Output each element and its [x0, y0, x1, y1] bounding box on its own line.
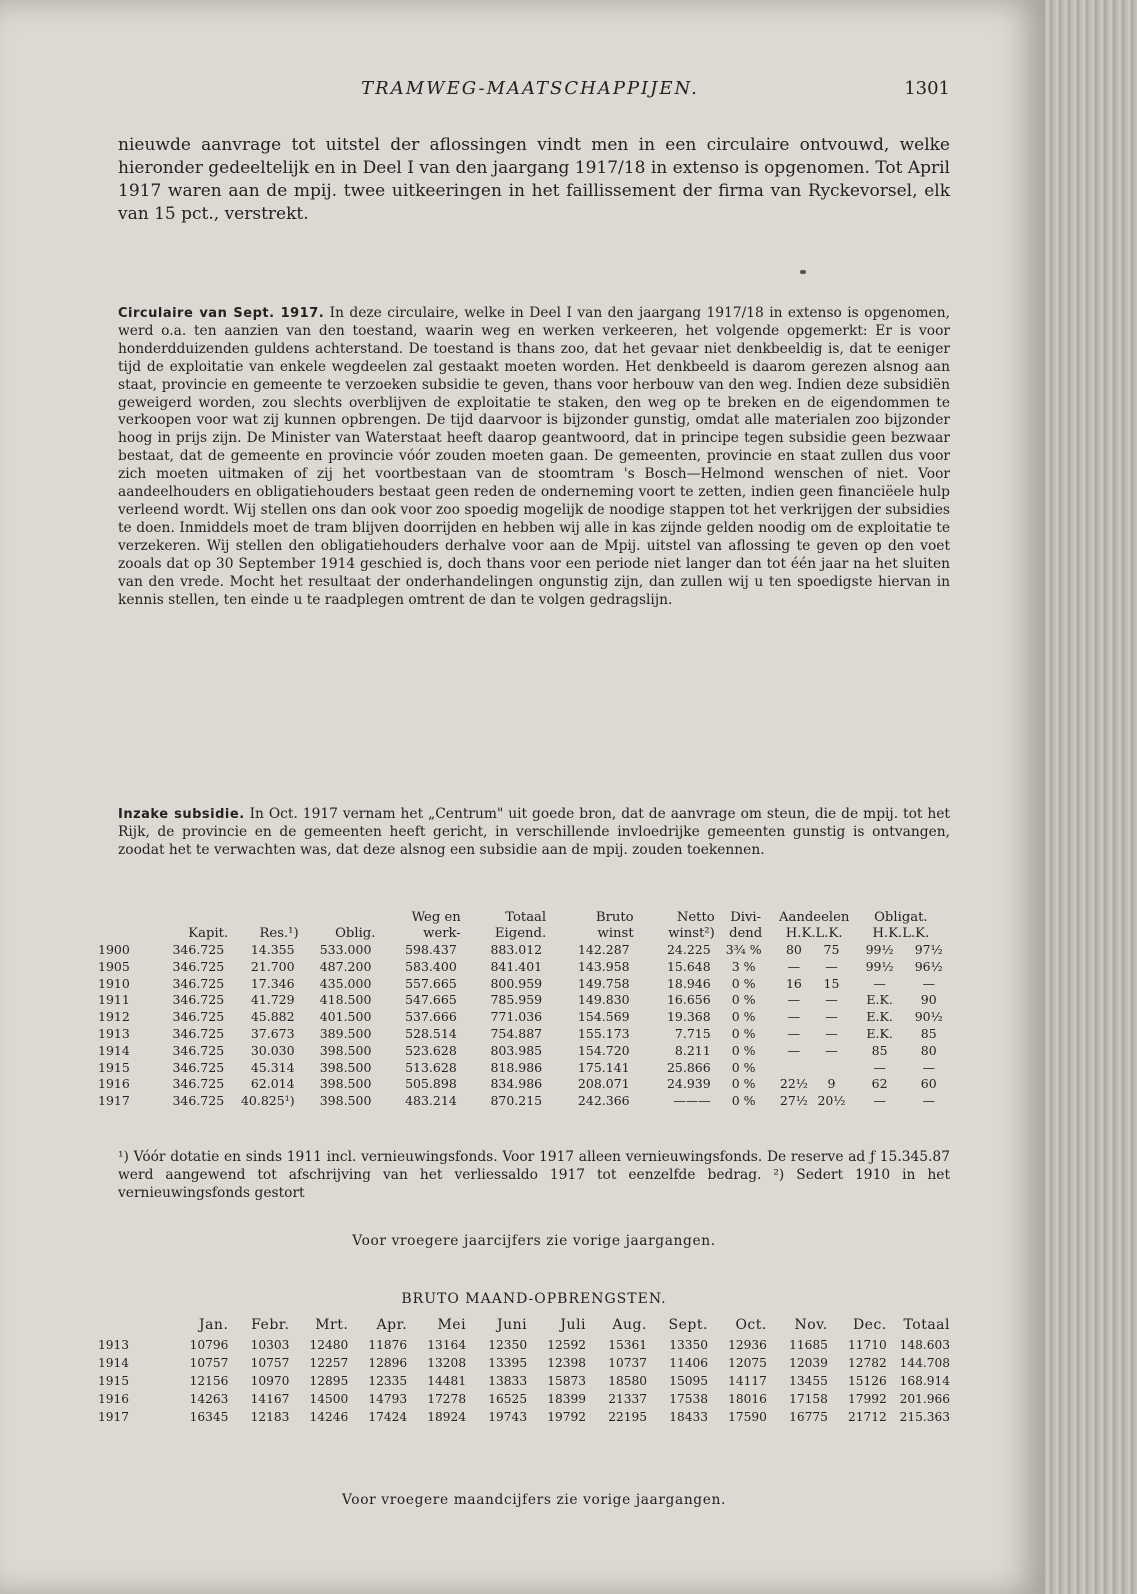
value-cell: 12480: [309, 1338, 349, 1352]
value-cell: 13208: [427, 1356, 467, 1370]
value-cell: 80: [920, 1042, 937, 1058]
value-cell: 20½: [817, 1093, 846, 1109]
value-cell: 17538: [669, 1392, 708, 1406]
value-cell: 16: [785, 975, 802, 991]
value-cell: 14793: [368, 1392, 408, 1406]
value-cell: 16775: [789, 1410, 828, 1424]
value-cell: —: [787, 1025, 801, 1041]
header-totaal: Totaal: [505, 910, 547, 925]
year-cell: 1916: [98, 1076, 130, 1092]
value-cell: 41.729: [250, 992, 295, 1008]
header-res: Res.¹): [259, 926, 299, 941]
header-weg-en: Weg en: [411, 910, 461, 925]
month-header-cell: [98, 1314, 170, 1336]
header-aandeelen: Aandeelen: [778, 910, 850, 925]
value-cell: 8.211: [674, 1042, 711, 1058]
value-cell: 346.725: [172, 1076, 225, 1092]
month-header-cell: Dec.: [852, 1317, 887, 1333]
value-cell: 12895: [309, 1374, 349, 1388]
value-cell: —: [922, 1059, 935, 1075]
value-cell: 870.215: [490, 1093, 543, 1109]
year-cell: 1900: [98, 942, 130, 957]
value-cell: 3¾ %: [725, 942, 762, 957]
value-cell: 90½: [914, 1009, 943, 1025]
monthly-table-title: BRUTO MAAND-OPBRENGSTEN.: [401, 1291, 667, 1307]
value-cell: ———: [673, 1093, 711, 1109]
value-cell: 785.959: [490, 992, 543, 1008]
value-cell: 40.825¹): [240, 1093, 295, 1109]
financial-row: [98, 1009, 950, 1026]
value-cell: 80: [785, 942, 802, 957]
value-cell: 12183: [250, 1410, 290, 1424]
value-cell: 346.725: [172, 1093, 225, 1109]
intro-paragraph: nieuwde aanvrage tot uitstel der aflossingen vindt men in een circulaire ontvouwd, welke hieronder gedeeltelijk en in Deel I van den jaargang 1917/18 in extenso is opgenomen. Tot April 1917 waren aan de mpij. twee uitkeeringen in het faillissement der firma van Ryckevorsel, elk van 15 pct., verstrekt.: [118, 135, 950, 224]
month-header-cell: Oct.: [735, 1317, 767, 1333]
value-cell: 883.012: [490, 942, 543, 957]
value-cell: E.K.: [866, 1025, 893, 1041]
scan-speck: [800, 270, 806, 274]
header-oblig: Oblig.: [335, 926, 376, 941]
value-cell: 9: [827, 1076, 836, 1092]
value-cell: —: [787, 958, 801, 974]
value-cell: 154.569: [577, 1009, 630, 1025]
month-header-cell: Nov.: [794, 1317, 828, 1333]
header-netto-winst: winst²): [668, 926, 715, 941]
value-cell: —: [825, 1025, 838, 1041]
month-header-cell: Juni: [496, 1317, 528, 1333]
value-cell: 149.830: [577, 992, 630, 1008]
value-cell: 24.225: [666, 942, 711, 957]
year-cell: 1917: [98, 1410, 130, 1424]
year-cell: 1911: [98, 992, 130, 1008]
value-cell: 10757: [250, 1356, 290, 1370]
value-cell: 17158: [789, 1392, 828, 1406]
value-cell: 12936: [728, 1338, 767, 1352]
value-cell: —: [825, 958, 838, 974]
value-cell: 21.700: [250, 958, 295, 974]
value-cell: 201.966: [899, 1392, 950, 1406]
value-cell: 398.500: [319, 1076, 372, 1092]
circulaire-paragraph: [118, 305, 950, 609]
value-cell: 398.500: [319, 1059, 372, 1075]
monthly-row: [98, 1408, 950, 1426]
value-cell: 18433: [669, 1410, 708, 1424]
value-cell: 0 %: [731, 992, 756, 1008]
value-cell: 800.959: [490, 975, 543, 991]
header-aandeelen-hkl: H.K.L.K.: [785, 926, 843, 941]
value-cell: 14167: [250, 1392, 290, 1406]
value-cell: 143.958: [577, 958, 630, 974]
value-cell: 15873: [547, 1374, 586, 1388]
header-winst: winst: [597, 926, 634, 941]
value-cell: 10796: [189, 1338, 229, 1352]
value-cell: 62: [871, 1076, 888, 1092]
year-cell: 1912: [98, 1009, 130, 1025]
month-header-cell: Totaal: [903, 1317, 950, 1333]
value-cell: 19.368: [666, 1009, 711, 1025]
financial-row: [98, 1060, 950, 1077]
value-cell: 242.366: [577, 1093, 630, 1109]
note-jaarcijfers: Voor vroegere jaarcijfers zie vorige jaargangen.: [352, 1233, 716, 1249]
value-cell: 389.500: [319, 1025, 372, 1041]
header-divi: Divi-: [730, 910, 762, 925]
value-cell: 346.725: [172, 975, 225, 991]
value-cell: 10970: [250, 1374, 290, 1388]
header-bruto: Bruto: [595, 910, 634, 925]
value-cell: 17.346: [250, 975, 295, 991]
value-cell: 15.648: [666, 958, 711, 974]
header-dend: dend: [729, 926, 763, 941]
value-cell: 18016: [728, 1392, 767, 1406]
value-cell: 99½: [865, 942, 894, 957]
value-cell: 85: [871, 1042, 888, 1058]
value-cell: 16345: [189, 1410, 229, 1424]
value-cell: 45.882: [250, 1009, 295, 1025]
value-cell: 14246: [309, 1410, 349, 1424]
value-cell: 12782: [847, 1356, 887, 1370]
circulaire-heading: Circulaire van Sept. 1917.: [118, 306, 325, 321]
value-cell: 60: [920, 1076, 937, 1092]
value-cell: 25.866: [666, 1059, 711, 1075]
financial-row: [98, 1093, 950, 1110]
header-eigend: Eigend.: [494, 926, 547, 941]
value-cell: 11876: [368, 1338, 408, 1352]
value-cell: 18.946: [666, 975, 711, 991]
value-cell: 22½: [779, 1076, 808, 1092]
value-cell: 841.401: [490, 958, 543, 974]
value-cell: 37.673: [250, 1025, 295, 1041]
value-cell: 154.720: [577, 1042, 630, 1058]
value-cell: 11685: [789, 1338, 828, 1352]
value-cell: 21712: [847, 1410, 887, 1424]
value-cell: 15361: [608, 1338, 647, 1352]
value-cell: 99½: [865, 958, 894, 974]
year-cell: 1910: [98, 975, 130, 991]
value-cell: 14481: [427, 1374, 467, 1388]
value-cell: 11406: [669, 1356, 708, 1370]
note-maandcijfers: Voor vroegere maandcijfers zie vorige jaargangen.: [342, 1492, 726, 1508]
value-cell: —: [873, 975, 886, 991]
page-header: [110, 78, 950, 108]
value-cell: 754.887: [490, 1025, 543, 1041]
value-cell: 10737: [608, 1356, 647, 1370]
value-cell: E.K.: [866, 1009, 893, 1025]
value-cell: 21337: [608, 1392, 647, 1406]
circulaire-text: In deze circulaire, welke in Deel I van den jaargang 1917/18 in extenso is opgenomen, werd o.a. ten aanzien van den toestand, waarin weg en werken verkeeren, het volgende opgemerkt: Er is voor honderdduizenden guldens achterstand. De toestand is thans zoo, dat het gevaar niet denkbeeldig is, dat te eeniger tijd de exploitatie van enkele wegdeelen zal gestaakt moeten worden. Het denkbeeld is daarom gerezen alsnog aan staat, provincie en gemeente te verzoeken subsidie te geven, thans voor herbouw van den weg. Indien deze subsidiën geweigerd worden, zou slechts overblijven de exploitatie te staken, den weg op te breken en de eigendommen te verkoopen voor wat zij kunnen opbrengen. De tijd daarvoor is bijzonder gunstig, omdat alle materialen zoo bijzonder hoog in prijs zijn. De Minister van Waterstaat heeft daarop geantwoord, dat in principe tegen subsidie geen bezwaar bestaat, dat de gemeente en provincie vóór zouden moeten gaan. De gemeenten, provincie en staat zullen dus voor zich moeten uitmaken of zij het voortbestaan van de stoomtram 's Bosch—Helmond wenschen of niet. Voor aandeelhouders en obligatiehouders bestaat geen reden de onderneming voort te zetten, indien geen financiëele hulp verleend wordt. Wij stellen ons dan ook voor zoo spoedig mogelijk de noodige stappen tot het verkrijgen der subsidies te doen. Inmiddels moet de tram blijven doorrijden en hebben wij alle in kas zijnde gelden noodig om de exploitatie te verzekeren. Wij stellen den obligatiehouders derhalve voor aan de Mpij. uitstel van aflossing te geven op den voet zooals dat op 30 September 1914 geschied is, doch thans voor een periode niet langer dan tot één jaar na het sluiten van den vrede. Mocht het resultaat der onderhandelingen ongunstig zijn, dan zullen wij u ten spoedigste hiervan in kennis stellen, ten einde u te raadplegen omtrent de dan te volgen gedragslijn.: [118, 305, 950, 608]
month-header-cell: Mrt.: [315, 1317, 349, 1333]
value-cell: 13350: [669, 1338, 708, 1352]
value-cell: 12592: [547, 1338, 586, 1352]
value-cell: 12896: [368, 1356, 408, 1370]
financial-header-row-bottom: [98, 926, 950, 942]
header-obligat: Obligat.: [874, 910, 928, 925]
value-cell: 16.656: [666, 992, 711, 1008]
value-cell: 11710: [847, 1338, 887, 1352]
header-netto: Netto: [676, 910, 715, 925]
value-cell: —: [825, 992, 838, 1008]
value-cell: 557.665: [405, 975, 457, 991]
value-cell: —: [787, 1042, 801, 1058]
value-cell: 7.715: [674, 1025, 711, 1041]
value-cell: —: [825, 1009, 838, 1025]
value-cell: 346.725: [172, 1042, 225, 1058]
value-cell: 149.758: [577, 975, 630, 991]
value-cell: 533.000: [319, 942, 372, 957]
value-cell: [815, 1060, 852, 1077]
value-cell: 175.141: [577, 1059, 630, 1075]
monthly-row: [98, 1372, 950, 1390]
value-cell: 346.725: [172, 992, 225, 1008]
monthly-row: [98, 1390, 950, 1408]
value-cell: —: [825, 1042, 838, 1058]
year-cell: 1905: [98, 958, 130, 974]
value-cell: 62.014: [250, 1076, 295, 1092]
value-cell: 10303: [250, 1338, 290, 1352]
value-cell: 12398: [547, 1356, 586, 1370]
value-cell: 155.173: [577, 1025, 630, 1041]
value-cell: 0 %: [731, 1093, 756, 1109]
subsidie-paragraph: [118, 806, 950, 860]
value-cell: 435.000: [319, 975, 372, 991]
table-footnote: ¹) Vóór dotatie en sinds 1911 incl. vernieuwingsfonds. Voor 1917 alleen vernieuwingsfonds. De reserve ad ƒ 15.345.87 werd aangewend tot afschrijving van het verliessaldo 1917 tot eenzelfde bedrag. ²) Sedert 1910 in het vernieuwingsfonds gestort: [118, 1149, 950, 1201]
value-cell: 144.708: [899, 1356, 950, 1370]
value-cell: —: [922, 1093, 935, 1109]
year-cell: 1913: [98, 1338, 130, 1352]
subsidie-heading: Inzake subsidie.: [118, 807, 245, 822]
value-cell: 85: [920, 1025, 937, 1041]
value-cell: 12156: [189, 1374, 229, 1388]
value-cell: 528.514: [405, 1025, 457, 1041]
month-header-cell: Juli: [560, 1317, 586, 1333]
value-cell: 12335: [368, 1374, 408, 1388]
value-cell: [777, 1060, 816, 1077]
value-cell: 398.500: [319, 1093, 372, 1109]
header-werk: werk-: [423, 926, 461, 941]
value-cell: E.K.: [866, 992, 893, 1008]
value-cell: 12350: [488, 1338, 528, 1352]
value-cell: 803.985: [490, 1042, 543, 1058]
value-cell: 19743: [488, 1410, 528, 1424]
value-cell: 30.030: [250, 1042, 295, 1058]
page-number: 1301: [904, 78, 950, 99]
value-cell: 346.725: [172, 1059, 225, 1075]
year-cell: 1915: [98, 1374, 130, 1388]
value-cell: 18924: [427, 1410, 467, 1424]
value-cell: 14263: [189, 1392, 229, 1406]
value-cell: 13455: [789, 1374, 828, 1388]
value-cell: 17590: [728, 1410, 767, 1424]
monthly-table: [98, 1314, 950, 1426]
financial-row: [98, 1043, 950, 1060]
financial-table: [98, 910, 950, 1110]
value-cell: 0 %: [731, 1042, 756, 1058]
value-cell: 27½: [779, 1093, 808, 1109]
value-cell: 208.071: [577, 1076, 630, 1092]
monthly-header-row: [98, 1314, 950, 1336]
value-cell: 24.939: [666, 1076, 711, 1092]
value-cell: 0 %: [731, 1076, 756, 1092]
value-cell: 583.400: [405, 958, 457, 974]
financial-row: [98, 1076, 950, 1093]
month-header-cell: Mei: [437, 1317, 467, 1333]
value-cell: 513.628: [405, 1059, 457, 1075]
year-cell: 1916: [98, 1392, 130, 1406]
month-header-cell: Jan.: [198, 1317, 229, 1333]
value-cell: 19792: [547, 1410, 586, 1424]
month-header-cell: Aug.: [612, 1317, 647, 1333]
value-cell: 13395: [488, 1356, 528, 1370]
value-cell: 96½: [914, 958, 943, 974]
monthly-row: [98, 1354, 950, 1372]
value-cell: 834.986: [490, 1076, 543, 1092]
year-cell: 1913: [98, 1025, 130, 1041]
month-header-cell: Apr.: [376, 1317, 408, 1333]
value-cell: 148.603: [899, 1338, 950, 1352]
value-cell: 14117: [728, 1374, 767, 1388]
value-cell: 523.628: [405, 1042, 457, 1058]
year-cell: 1914: [98, 1042, 130, 1058]
value-cell: 818.986: [490, 1059, 543, 1075]
value-cell: 18399: [547, 1392, 586, 1406]
value-cell: —: [787, 1009, 801, 1025]
value-cell: 18580: [608, 1374, 647, 1388]
value-cell: 17992: [847, 1392, 887, 1406]
value-cell: 0 %: [731, 1059, 756, 1075]
financial-row: [98, 976, 950, 993]
value-cell: —: [873, 1059, 886, 1075]
running-title: TRAMWEG-MAATSCHAPPIJEN.: [361, 78, 699, 99]
year-cell: 1914: [98, 1356, 130, 1370]
month-header-cell: Sept.: [668, 1317, 708, 1333]
value-cell: 15126: [847, 1374, 887, 1388]
financial-header-row-top: [98, 910, 950, 926]
page-edge-stack: [1045, 0, 1137, 1594]
financial-table-body: [98, 942, 950, 1110]
header-kapit: Kapit.: [188, 926, 229, 941]
value-cell: 346.725: [172, 958, 225, 974]
value-cell: 12075: [728, 1356, 767, 1370]
value-cell: 537.666: [405, 1009, 457, 1025]
value-cell: 13833: [488, 1374, 528, 1388]
value-cell: —: [787, 992, 801, 1008]
monthly-table-body: [98, 1336, 950, 1426]
value-cell: 17278: [427, 1392, 467, 1406]
value-cell: 12039: [789, 1356, 828, 1370]
year-cell: 1917: [98, 1093, 130, 1109]
value-cell: 12257: [309, 1356, 349, 1370]
value-cell: 142.287: [577, 942, 630, 957]
value-cell: 346.725: [172, 1025, 225, 1041]
financial-row: [98, 942, 950, 959]
value-cell: 97½: [914, 942, 943, 957]
value-cell: 168.914: [899, 1374, 950, 1388]
value-cell: 90: [920, 992, 937, 1008]
value-cell: 346.725: [172, 942, 225, 957]
value-cell: 10757: [189, 1356, 229, 1370]
value-cell: 598.437: [405, 942, 457, 957]
value-cell: 0 %: [731, 1025, 756, 1041]
year-cell: 1915: [98, 1059, 130, 1075]
value-cell: —: [922, 975, 935, 991]
financial-row: [98, 959, 950, 976]
value-cell: 771.036: [490, 1009, 543, 1025]
month-header-cell: Febr.: [251, 1317, 290, 1333]
value-cell: 14.355: [250, 942, 295, 957]
value-cell: 22195: [608, 1410, 647, 1424]
value-cell: 15: [823, 975, 840, 991]
value-cell: 418.500: [319, 992, 372, 1008]
value-cell: 398.500: [319, 1042, 372, 1058]
financial-row: [98, 992, 950, 1009]
value-cell: 15095: [669, 1374, 708, 1388]
value-cell: 17424: [368, 1410, 408, 1424]
header-obligat-hkl: H.K.L.K.: [872, 926, 930, 941]
value-cell: 0 %: [731, 975, 756, 991]
value-cell: 14500: [309, 1392, 349, 1406]
value-cell: 401.500: [319, 1009, 372, 1025]
value-cell: —: [873, 1093, 886, 1109]
monthly-row: [98, 1336, 950, 1354]
value-cell: 16525: [488, 1392, 528, 1406]
value-cell: 346.725: [172, 1009, 225, 1025]
value-cell: 3 %: [731, 958, 756, 974]
value-cell: 13164: [427, 1338, 467, 1352]
value-cell: 547.665: [405, 992, 457, 1008]
subsidie-text: In Oct. 1917 vernam het „Centrum" uit goede bron, dat de aanvrage om steun, die de mpij. tot het Rijk, de provincie en de gemeenten heeft gericht, in verschillende invloedrijke gemeenten gunstig is ontvangen, zoodat het te verwachten was, dat deze alsnog een subsidie aan de mpij. zouden toekennen.: [118, 806, 950, 858]
financial-row: [98, 1026, 950, 1043]
value-cell: 75: [823, 942, 840, 957]
value-cell: 487.200: [319, 958, 372, 974]
value-cell: 215.363: [899, 1410, 950, 1424]
value-cell: 45.314: [250, 1059, 295, 1075]
value-cell: 505.898: [405, 1076, 457, 1092]
value-cell: 0 %: [731, 1009, 756, 1025]
value-cell: 483.214: [405, 1093, 457, 1109]
